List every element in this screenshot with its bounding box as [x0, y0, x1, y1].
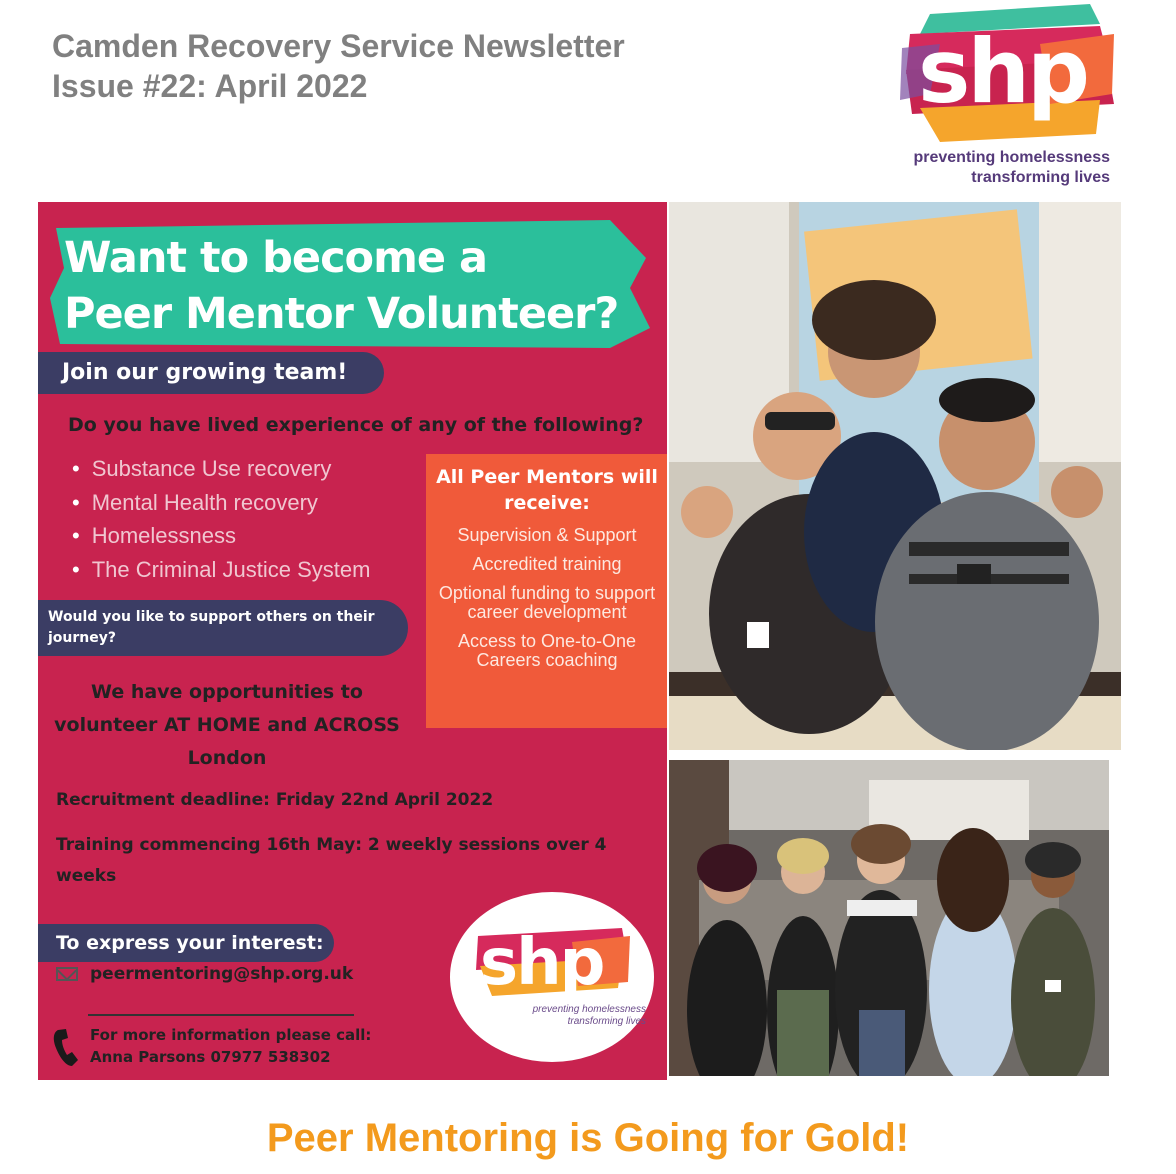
- newsletter-title: Camden Recovery Service Newsletter: [52, 28, 625, 64]
- recruitment-deadline: Recruitment deadline: Friday 22nd April 2022: [56, 790, 494, 810]
- group-photo: [669, 760, 1109, 1076]
- list-item: • Mental Health recovery: [72, 486, 370, 520]
- phone-contact: [52, 1024, 371, 1068]
- benefit-item: Optional funding to support career development: [438, 583, 656, 622]
- experience-list: [72, 452, 370, 586]
- benefit-item: Accredited training: [472, 554, 622, 574]
- logo-wordmark: shp: [918, 20, 1088, 123]
- support-others-banner: Would you like to support others on their journey?: [38, 600, 408, 656]
- peer-mentor-poster: [38, 202, 667, 1080]
- join-team-banner: Join our growing team!: [38, 352, 384, 394]
- benefit-item: Supervision & Support: [457, 525, 637, 545]
- opportunities-text: We have opportunities to volunteer AT HOME and ACROSS London: [54, 681, 400, 769]
- circle-logo-wordmark: shp: [480, 926, 604, 1000]
- poster-shp-logo: [450, 892, 654, 1062]
- article-headline: Peer Mentoring is Going for Gold!: [266, 1116, 910, 1160]
- list-item: • Homelessness: [72, 519, 370, 553]
- training-dates: Training commencing 16th May: 2 weekly sessions over 4 weeks: [56, 835, 607, 886]
- list-item: • Substance Use recovery: [72, 452, 370, 486]
- peer-mentors-photo: [669, 202, 1121, 750]
- envelope-icon: [56, 967, 78, 981]
- call-info-label: For more information please call:: [90, 1026, 372, 1044]
- benefit-item: Access to One-to-One Careers coaching: [457, 631, 637, 670]
- list-item: • The Criminal Justice System: [72, 553, 370, 587]
- benefits-title: All Peer Mentors will receive:: [436, 466, 658, 514]
- lived-experience-question: Do you have lived experience of any of the following?: [68, 414, 644, 436]
- photo-illustration: [669, 760, 1109, 1076]
- poster-headline: Want to become a Peer Mentor Volunteer?: [64, 233, 619, 339]
- divider: [88, 1014, 354, 1016]
- photo-illustration: [669, 202, 1121, 750]
- express-interest-banner: To express your interest:: [38, 924, 334, 962]
- issue-line: Issue #22: April 2022: [52, 68, 368, 104]
- phone-icon: [52, 1028, 82, 1068]
- newsletter-header: [52, 26, 625, 106]
- benefits-box: [426, 454, 667, 728]
- shp-logo: [900, 4, 1116, 192]
- circle-logo-tagline: preventing homelessness transforming lives: [532, 1004, 646, 1027]
- logo-tagline: preventing homelessness transforming lives: [913, 149, 1110, 186]
- email-address[interactable]: peermentoring@shp.org.uk: [90, 964, 354, 984]
- email-contact: [56, 964, 353, 984]
- call-contact-name: Anna Parsons 07977 538302: [90, 1048, 331, 1066]
